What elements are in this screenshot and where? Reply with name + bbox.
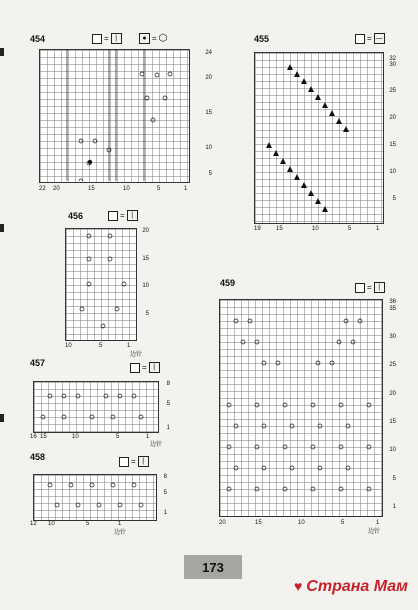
chart-title: 456 xyxy=(68,211,84,221)
twisted-stitch-icon: ⬡ xyxy=(158,33,168,44)
knitting-grid xyxy=(65,228,137,341)
row-labels: 20 15 10 5 xyxy=(142,228,149,317)
chart-456 xyxy=(62,211,162,356)
knit-symbol: | xyxy=(374,282,385,293)
row-labels: 32 30 25 20 15 10 5 xyxy=(389,56,396,202)
stitch-legend: = | xyxy=(119,456,149,467)
column-labels: 10 5 1 边针 xyxy=(65,343,143,358)
binding-mark xyxy=(0,414,4,422)
row-labels: 24 20 15 10 5 xyxy=(205,50,212,177)
chart-454 xyxy=(30,34,216,200)
stitch-legend: = | xyxy=(108,210,138,221)
page-number: 173 xyxy=(184,555,242,579)
column-labels: 22 20 15 10 5 1 xyxy=(39,186,188,192)
row-labels: 8 5 1 xyxy=(163,474,167,516)
column-labels: 19 15 10 5 1 xyxy=(254,226,380,232)
column-labels: 12 10 5 1 边针 xyxy=(30,521,127,536)
chart-title: 454 xyxy=(30,34,46,44)
chart-title: 459 xyxy=(220,278,236,288)
chart-title: 458 xyxy=(30,452,46,462)
chart-459 xyxy=(214,271,398,536)
knit-symbol: | xyxy=(127,210,138,221)
knit-symbol: | xyxy=(111,33,122,44)
chart-title: 457 xyxy=(30,358,46,368)
knit-symbol: | xyxy=(138,456,149,467)
knitting-grid xyxy=(254,52,384,224)
stitch-legend: = | xyxy=(92,33,122,44)
stitch-legend: = | xyxy=(130,362,160,373)
empty-square-icon xyxy=(92,34,102,44)
knitting-grid xyxy=(219,299,383,517)
watermark: ♥ Страна Мам xyxy=(293,578,408,595)
knitting-grid xyxy=(33,381,159,433)
empty-square-icon xyxy=(355,283,365,293)
knit-symbol: | xyxy=(149,362,160,373)
chart-title: 455 xyxy=(254,34,270,44)
purl-symbol: — xyxy=(375,35,383,42)
knitting-grid xyxy=(39,49,190,183)
binding-mark xyxy=(0,48,4,56)
row-labels: 8 5 1 xyxy=(166,381,170,431)
stitch-legend: = | xyxy=(355,282,385,293)
chart-458 xyxy=(30,452,170,538)
chart-457 xyxy=(30,358,170,448)
row-labels: 36 35 30 25 20 15 10 5 1 xyxy=(389,299,396,510)
empty-square-icon xyxy=(108,211,118,221)
knitting-grid xyxy=(33,474,157,521)
stitch-legend: = — xyxy=(355,33,385,44)
dot-stitch-icon: ● xyxy=(139,33,150,44)
empty-square-icon xyxy=(355,34,365,44)
column-labels: 20 15 10 5 1 边针 xyxy=(219,520,381,535)
special-stitch-legend: ● = ⬡ xyxy=(139,33,167,44)
heart-icon: ♥ xyxy=(293,578,303,594)
empty-square-icon xyxy=(119,457,129,467)
chart-455 xyxy=(254,34,394,234)
column-labels: 16 15 10 5 1 边针 xyxy=(30,434,163,448)
empty-square-icon xyxy=(130,363,140,373)
binding-mark xyxy=(0,224,4,232)
